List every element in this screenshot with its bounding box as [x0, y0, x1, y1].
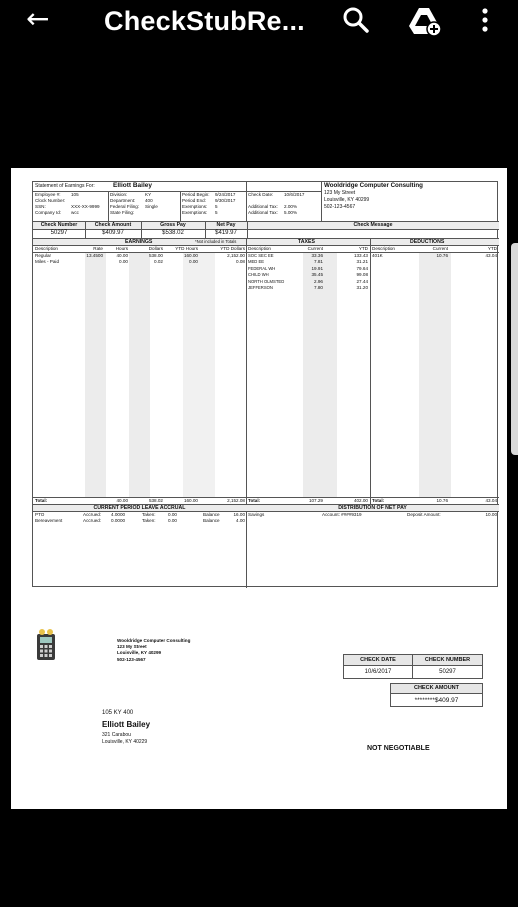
info-col-4-values: 10/6/2017 2.00% 5.00% — [284, 192, 305, 215]
table-row: Regular — [35, 253, 52, 258]
check-date: 10/6/2017 — [344, 666, 413, 679]
leave-balance-labels: Balance Balance — [203, 512, 220, 524]
leave-balance-values: 16.00 4.00 — [233, 512, 245, 524]
info-col-2: Division: Department: Federal Filing: State Filing: — [110, 192, 140, 215]
deductions-total-current: 10.76 — [436, 498, 448, 503]
gross-pay-header: Gross Pay — [160, 222, 186, 228]
more-vert-icon[interactable] — [478, 6, 492, 34]
taxes-col-current: Current — [307, 246, 323, 251]
earnings-col-hours: Hours — [115, 246, 128, 251]
info-col-1-values: 105 XXX-XX-9999 wcc — [71, 192, 100, 215]
check-company-block: Wooldridge Computer Consulting 123 My Street Louisville, KY 40299 502-123-4567 — [117, 638, 191, 662]
net-pay-value: $419.97 — [215, 230, 237, 236]
taxes-col-description: Description — [248, 246, 271, 251]
check-number: 50297 — [439, 669, 456, 675]
scrollbar[interactable] — [511, 243, 518, 455]
check-date-number-box — [343, 654, 483, 679]
arrow-back-icon[interactable]: ← — [26, 2, 50, 35]
earnings-cell: 2,152.00 — [227, 253, 245, 258]
taxes-col-ytd: YTD — [358, 246, 368, 251]
leave-accrual-title: CURRENT PERIOD LEAVE ACCRUAL — [93, 505, 186, 511]
company-block: Wooldridge Computer Consulting 123 My Street Louisville, KY 40299 502-123-4567 — [324, 182, 423, 210]
search-icon[interactable] — [342, 6, 370, 34]
deductions-col-current: Current — [432, 246, 448, 251]
document-page — [11, 168, 507, 809]
distribution-title: DISTRIBUTION OF NET PAY — [338, 505, 407, 511]
earnings-cell: 13.4500 — [86, 253, 103, 258]
info-col-3: Period Begin: Period End: Exemptions: Exemptions: — [182, 192, 210, 215]
leave-accrued-labels: Accrued: Accrued: — [83, 512, 102, 524]
taxes-ytd: 133.43 31.21 79.64 99.08 27.44 31.20 — [353, 253, 368, 291]
earnings-note: *Not included in Totals — [195, 239, 237, 244]
payee-address: 321 Carabou Louisville, KY 40229 — [102, 732, 148, 745]
drive-add-icon[interactable] — [408, 6, 442, 36]
taxes-total-ytd: 402.00 — [353, 498, 368, 503]
info-col-4: Check Date: Additional Tax: Additional Tax: — [248, 192, 278, 215]
info-col-2-values: KY 400 Single — [145, 192, 158, 209]
earnings-title: EARNINGS — [125, 239, 153, 245]
deductions-col-description: Description — [372, 246, 395, 251]
payee-name: Elliott Bailey — [102, 720, 151, 729]
earnings-col-ytd-hours: YTD Hours — [175, 246, 198, 251]
earnings-total-ytd-hours: 160.00 — [183, 498, 198, 503]
check-amount: ********$409.97 — [414, 697, 459, 704]
table-row: Miles - Paid — [35, 259, 59, 264]
earnings-cell: 0.02 — [154, 259, 163, 264]
check-amount-header: Check Amount — [94, 222, 132, 228]
check-amount-label: CHECK AMOUNT — [391, 684, 482, 694]
deductions-title: DEDUCTIONS — [410, 239, 445, 245]
earnings-total-hours: 40.00 — [116, 498, 128, 503]
earnings-col-description: Description — [35, 246, 58, 251]
payee-code: 105 KY 400 — [102, 710, 134, 716]
deduction-current: 10.76 — [436, 253, 448, 258]
earnings-cell: 0.00 — [119, 259, 128, 264]
leave-taken-labels: Taken: Taken: — [142, 512, 156, 524]
earnings-cell: 538.00 — [148, 253, 163, 258]
check-number-header: Check Number — [40, 222, 78, 228]
earnings-col-rate: Rate — [93, 246, 103, 251]
distribution-deposit-label: Deposit Amount: — [407, 512, 441, 517]
check-number-value: 50297 — [50, 230, 68, 236]
earnings-total-label: Total: — [35, 498, 48, 503]
check-date-label: CHECK DATE — [344, 655, 413, 665]
check-number-label: CHECK NUMBER — [424, 657, 471, 663]
earnings-statement — [32, 181, 498, 587]
deduction-ytd: 43.04 — [485, 253, 497, 258]
gross-pay-value: $538.02 — [162, 230, 184, 236]
deductions-total-ytd: 43.04 — [485, 498, 497, 503]
check-amount-value: $409.97 — [102, 230, 124, 236]
app-bar — [0, 0, 518, 40]
distribution-type: Savings — [248, 512, 265, 517]
taxes-total-current: 107.29 — [308, 498, 323, 503]
employee-name: Elliott Bailey — [113, 182, 153, 189]
earnings-col-dollars: Dollars — [148, 246, 163, 251]
check-message-header: Check Message — [353, 222, 393, 228]
deductions-total-label: Total: — [372, 498, 385, 503]
info-col-3-values: 9/24/2017 9/30/2017 5 5 — [215, 192, 236, 215]
earnings-cell: 0.08 — [236, 259, 245, 264]
leave-accrued-values: 4.0000 0.0000 — [111, 512, 126, 524]
distribution-deposit-amount: 10.00 — [485, 512, 497, 517]
check-amount-box — [390, 683, 483, 707]
earnings-cell: 0.00 — [189, 259, 198, 264]
info-col-1: Employee #: Clock Number: SSN: Company Id: — [35, 192, 66, 215]
earnings-col-ytd-dollars: YTD Dollars — [220, 246, 245, 251]
earnings-cell: 40.00 — [116, 253, 128, 258]
deductions-col-ytd: YTD — [487, 246, 497, 251]
statement-label: Statement of Earnings For: — [35, 183, 95, 189]
taxes-descriptions: SOC SEC EE MED EE FEDERAL WH CHILD WH NORTH OLMSTED JEFFERSON — [248, 253, 285, 291]
taxes-title: TAXES — [298, 239, 315, 245]
earnings-total-dollars: 538.02 — [148, 498, 163, 503]
calculator-icon — [34, 628, 58, 662]
taxes-current: 33.36 7.81 19.91 35.45 2.96 7.80 — [311, 253, 323, 291]
earnings-total-ytd-dollars: 2,152.08 — [227, 498, 245, 503]
not-negotiable-label: NOT NEGOTIABLE — [367, 745, 430, 752]
document-title: CheckStubRe... — [104, 6, 305, 36]
distribution-account: Account: ####9319 — [322, 512, 362, 517]
leave-taken-values: 0.00 0.00 — [168, 512, 177, 524]
deduction-description: 401K — [372, 253, 383, 258]
taxes-total-label: Total: — [248, 498, 261, 503]
leave-names: PTO Bereavement — [35, 512, 63, 524]
net-pay-header: Net Pay — [216, 222, 236, 228]
earnings-cell: 160.00 — [183, 253, 198, 258]
